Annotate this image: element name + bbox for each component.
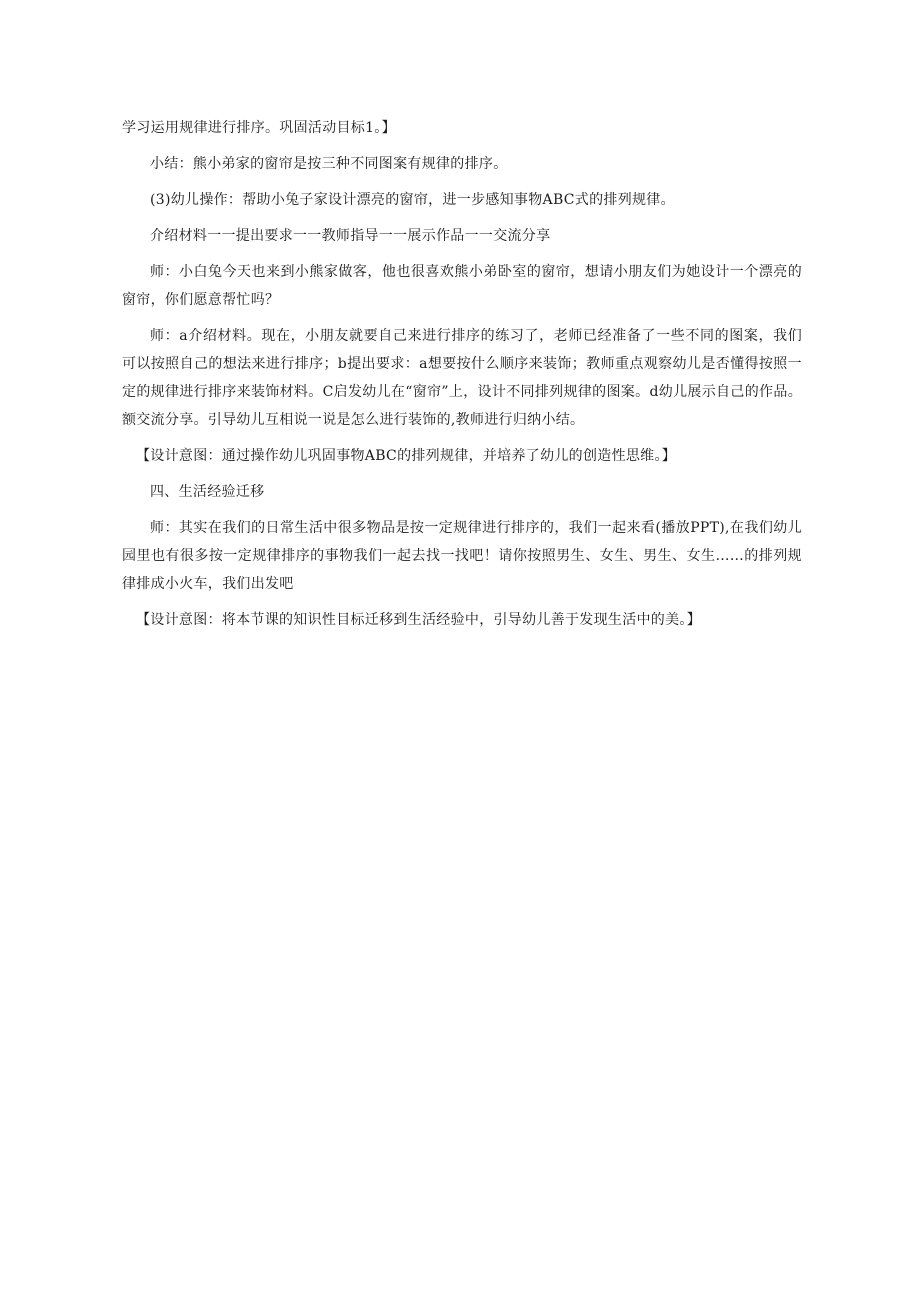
paragraph-teacher-life: 师：其实在我们的日常生活中很多物品是按一定规律进行排序的，我们一起来看(播放PPT),在我们幼儿园里也有很多按一定规律排序的事物我们一起去找一找吧！请你按照男生、女生、男生、女生……的排列规律排成小火车，我们出发吧 xyxy=(122,520,802,592)
paragraph-continuation: 学习运用规律进行排序。巩固活动目标1。】 xyxy=(122,120,396,136)
paragraph-teacher-intro: 师：小白兔今天也来到小熊家做客，他也很喜欢熊小弟卧室的窗帘，想请小朋友们为她设计一个漂亮的窗帘，你们愿意帮忙吗？ xyxy=(122,264,802,308)
paragraph-design-intent-2: 【设计意图：将本节课的知识性目标迁移到生活经验中，引导幼儿善于发现生活中的美。】 xyxy=(136,612,701,628)
paragraph-summary: 小结：熊小弟家的窗帘是按三种不同图案有规律的排序。 xyxy=(150,156,508,172)
paragraph-design-intent-1: 【设计意图：通过操作幼儿巩固事物ABC的排列规律，并培养了幼儿的创造性思维。】 xyxy=(136,448,677,464)
section-heading-life-experience: 四、生活经验迁移 xyxy=(150,484,265,500)
paragraph-child-operation: (3)幼儿操作：帮助小兔子家设计漂亮的窗帘，进一步感知事物ABC式的排列规律。 xyxy=(150,192,675,208)
paragraph-procedure: 介绍材料一一提出要求一一教师指导一一展示作品一一交流分享 xyxy=(150,228,551,244)
paragraph-teacher-materials: 师：a介绍材料。现在，小朋友就要自己来进行排序的练习了，老师已经准备了一些不同的图案，我们可以按照自己的想法来进行排序；b提出要求：a想要按什么顺序来装饰；教师重点观察幼儿是否懂得按照一定的规律进行排序来装饰材料。C启发幼儿在“窗帘”上，设计不同排列规律的图案。d幼儿展示自己的作品。额交流分享。引导幼儿互相说一说是怎么进行装饰的,教师进行归纳小结。 xyxy=(122,328,802,428)
document-body xyxy=(122,114,802,642)
